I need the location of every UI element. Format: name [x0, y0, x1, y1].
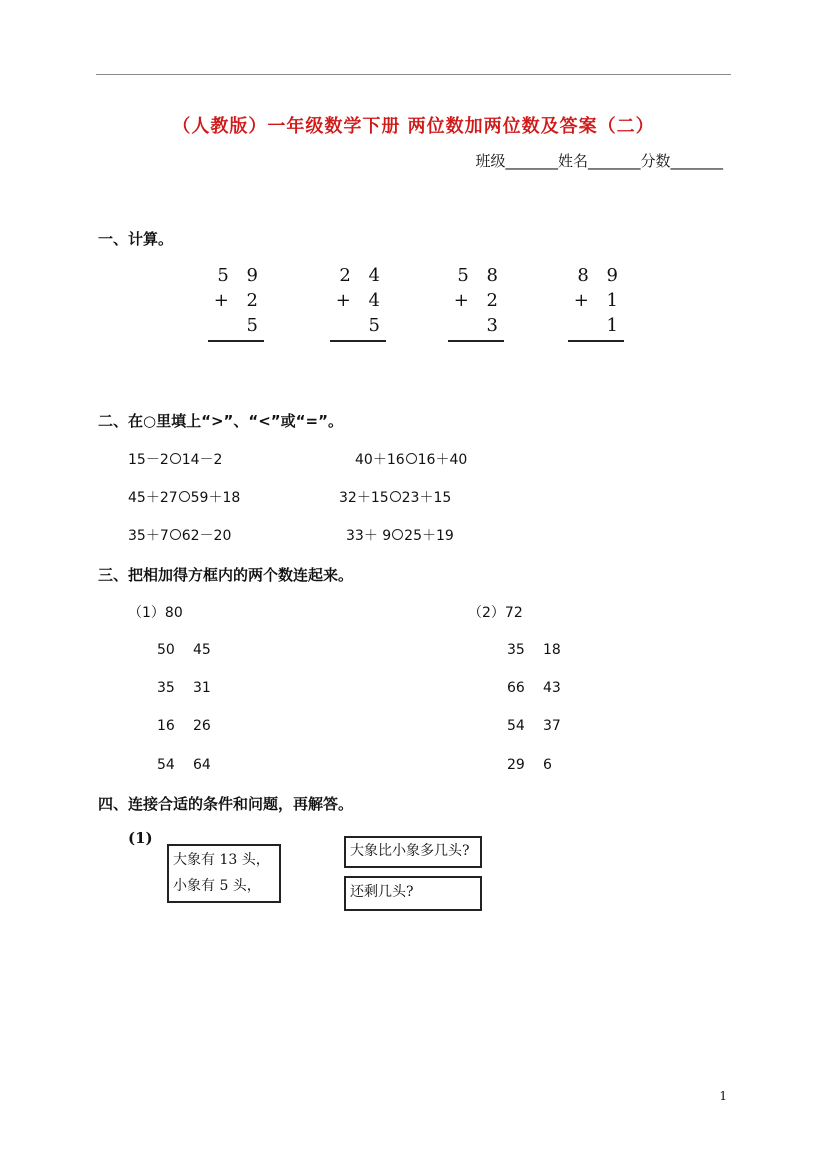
header-rule: [96, 74, 731, 75]
number-item[interactable]: 37: [543, 718, 561, 734]
number-item[interactable]: 31: [193, 680, 211, 696]
compare-left: 32＋15: [339, 490, 389, 506]
problem-bottom: + 1 1: [573, 290, 624, 336]
section-3-heading: 三、把相加得方框内的两个数连起来。: [98, 566, 354, 584]
number-item[interactable]: 29: [507, 757, 525, 773]
problem-bottom: + 2 5: [213, 290, 264, 336]
question-box[interactable]: [344, 836, 482, 868]
number-item[interactable]: 45: [193, 642, 211, 658]
compare-right: 62－20: [181, 528, 232, 544]
problem-top: 2 4: [339, 265, 386, 286]
group-1-label: （1）80: [128, 605, 183, 621]
compare-item: [128, 487, 240, 507]
condition-line: 大象有 13 头，: [173, 852, 270, 868]
compare-item: [339, 487, 451, 507]
number-item[interactable]: 50: [157, 642, 175, 658]
compare-right: 23＋15: [401, 490, 452, 506]
compare-circle[interactable]: [170, 529, 181, 540]
question-text: 还剩几头?: [350, 884, 414, 900]
number-item[interactable]: 43: [543, 680, 561, 696]
problem-bar: [568, 340, 624, 342]
compare-left: 35＋7: [128, 528, 169, 544]
problem-top: 5 8: [457, 265, 504, 286]
problem-top: 5 9: [217, 265, 264, 286]
problem-bar: [448, 340, 504, 342]
number-item[interactable]: 64: [193, 757, 211, 773]
question-box[interactable]: [344, 876, 482, 911]
compare-circle[interactable]: [179, 491, 190, 502]
page-title: （人教版）一年级数学下册 两位数加两位数及答案（二）: [172, 116, 655, 137]
compare-circle[interactable]: [390, 491, 401, 502]
number-item[interactable]: 54: [507, 718, 525, 734]
condition-line: 小象有 5 头，: [173, 878, 261, 894]
compare-right: 14－2: [181, 452, 223, 468]
group-2-label: （2）72: [468, 605, 523, 621]
vertical-problem: [330, 263, 386, 342]
compare-item: [128, 449, 222, 469]
problem-label: (1): [128, 829, 153, 847]
compare-left: 40＋16: [355, 452, 405, 468]
number-item[interactable]: 35: [507, 642, 525, 658]
compare-circle[interactable]: [392, 529, 403, 540]
compare-item: [128, 525, 231, 545]
vertical-problem: [208, 263, 264, 342]
compare-right: 25＋19: [404, 528, 454, 544]
section-1-heading: 一、计算。: [98, 230, 174, 248]
section-2-heading: 二、在○里填上“>”、“<”或“=”。: [98, 412, 343, 430]
number-item[interactable]: 6: [543, 757, 552, 773]
vertical-problem: [448, 263, 504, 342]
problem-bar: [208, 340, 264, 342]
compare-item: [346, 525, 454, 545]
compare-circle[interactable]: [406, 453, 417, 464]
number-item[interactable]: 18: [543, 642, 561, 658]
problem-bottom: + 4 5: [335, 290, 386, 336]
condition-box[interactable]: [167, 844, 281, 903]
number-item[interactable]: 26: [193, 718, 211, 734]
section-4-heading: 四、连接合适的条件和问题，再解答。: [98, 795, 354, 813]
student-info: [475, 150, 723, 171]
compare-left: 33＋ 9: [346, 528, 392, 544]
page-number: 1: [719, 1089, 727, 1103]
name-field[interactable]: 姓名_______: [557, 152, 641, 170]
class-field[interactable]: 班级_______: [475, 152, 558, 170]
problem-bar: [330, 340, 386, 342]
question-text: 大象比小象多几头?: [350, 843, 470, 859]
problem-bottom: + 2 3: [453, 290, 504, 336]
number-item[interactable]: 54: [157, 757, 175, 773]
compare-left: 45＋27: [128, 490, 178, 506]
number-item[interactable]: 66: [507, 680, 525, 696]
problem-top: 8 9: [577, 265, 624, 286]
number-item[interactable]: 35: [157, 680, 175, 696]
compare-right: 59＋18: [190, 490, 241, 506]
number-item[interactable]: 16: [157, 718, 175, 734]
compare-circle[interactable]: [170, 453, 181, 464]
compare-right: 16＋40: [417, 452, 468, 468]
vertical-problem: [568, 263, 624, 342]
score-field[interactable]: 分数_______: [640, 152, 723, 170]
compare-item: [355, 449, 467, 469]
compare-left: 15－2: [128, 452, 169, 468]
